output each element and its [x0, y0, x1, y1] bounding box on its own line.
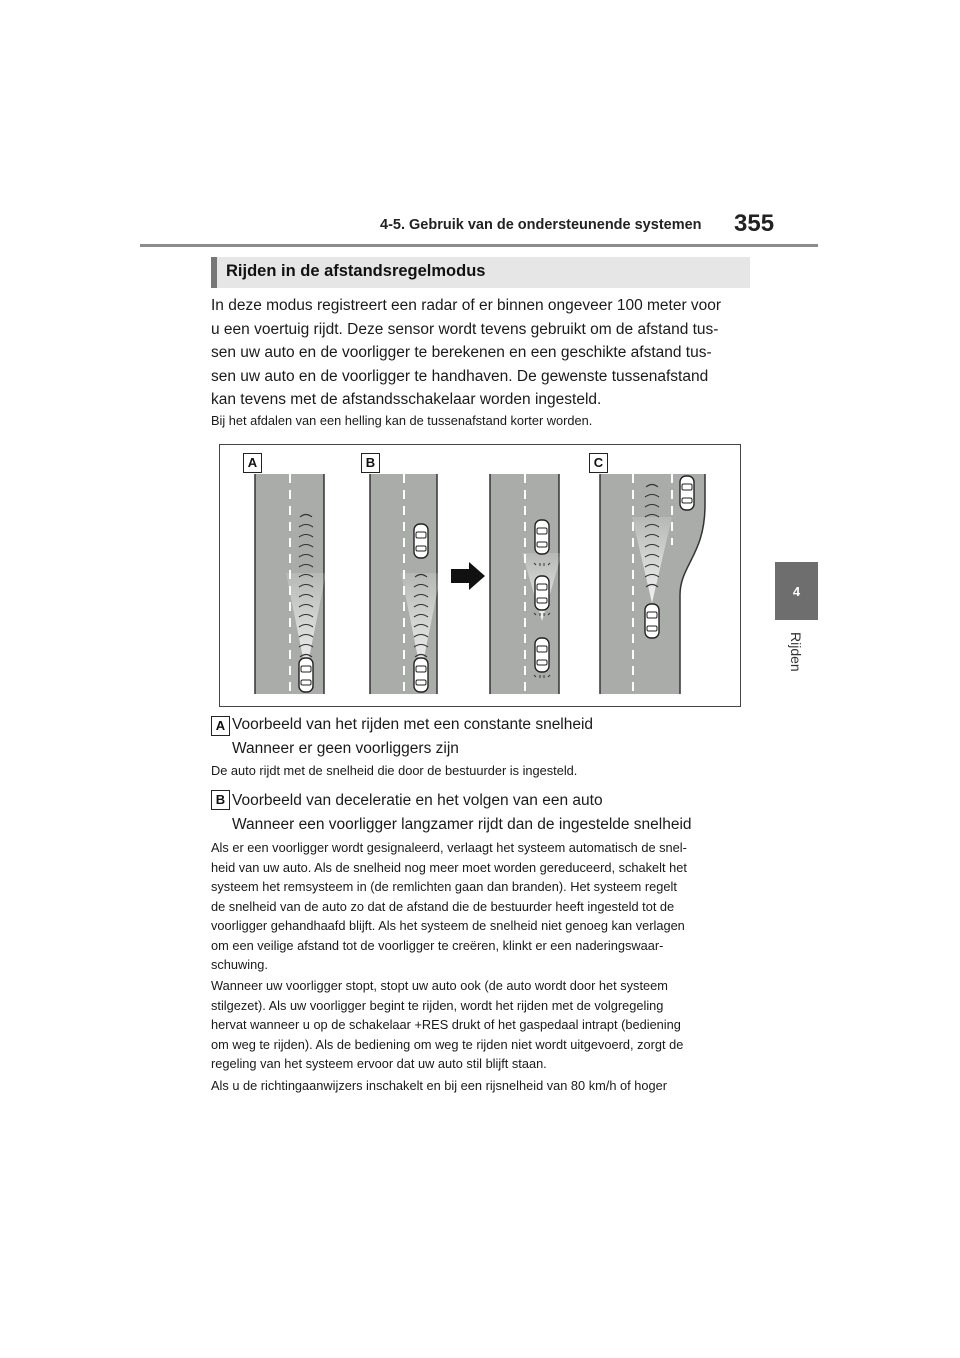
diagram-label-a: A [243, 453, 262, 473]
lead-car [414, 524, 428, 558]
distance-mode-diagram [219, 444, 741, 707]
chapter-title: 4-5. Gebruik van de ondersteunende systemen [380, 217, 702, 233]
scene-c [600, 474, 705, 694]
paragraph-line: om weg te rijden). Als de bediening om weg te rijden niet wordt uitgevoerd, zorgt de [211, 1036, 684, 1052]
paragraph-line: voorligger gehandhaafd blijft. Als het systeem de snelheid niet genoeg kan verlagen [211, 918, 685, 933]
intro-line: sen uw auto en de voorligger te berekenen en een geschikte afstand tus- [211, 344, 712, 361]
page-number: 355 [734, 210, 775, 237]
intro-line: u een voertuig rijdt. Deze sensor wordt tevens gebruikt om de afstand tus- [211, 320, 719, 338]
own-car [645, 604, 659, 638]
intro-line: sen uw auto en de voorligger te handhaven. De gewenste tussenafstand [211, 367, 709, 385]
paragraph-line: Als er een voorligger wordt gesignaleerd, verlaagt het systeem automatisch de snel- [211, 840, 687, 855]
item-b-title: Voorbeeld van deceleratie en het volgen van een auto [232, 792, 603, 809]
transition-arrow [451, 562, 485, 590]
chapter-tab-number: 4 [792, 584, 801, 599]
paragraph-line: Wanneer uw voorligger stopt, stopt uw auto ook (de auto wordt door het systeem [211, 978, 668, 993]
paragraph-line: systeem het remsysteem in (de remlichten gaan dan branden). Het systeem regelt [211, 879, 677, 894]
paragraph-line: schuwing. [211, 957, 268, 972]
item-b-paragraph-1 [211, 838, 751, 975]
intro-line: kan tevens met de afstandsschakelaar worden ingesteld. [211, 391, 602, 408]
item-a-subtitle: Wanneer er geen voorliggers zijn [232, 740, 459, 757]
car-other-lane [680, 476, 694, 510]
item-b-subtitle: Wanneer een voorligger langzamer rijdt dan de ingestelde snelheid [232, 816, 692, 833]
middle-car [535, 576, 549, 610]
paragraph-line: regeling van het systeem ervoor dat uw auto stil blijft staan. [211, 1056, 547, 1071]
paragraph-line: hervat wanneer u op de schakelaar +RES drukt of het gaspedaal intrapt (bediening [211, 1017, 681, 1032]
section-heading-accent [211, 257, 217, 288]
diagram-label-b: B [361, 453, 380, 473]
header-divider [140, 244, 818, 247]
item-a-title: Voorbeeld van het rijden met een constante snelheid [232, 716, 594, 733]
paragraph-line: stilgezet). Als uw voorligger begint te rijden, wordt het rijden met de volgregeling [211, 997, 664, 1013]
item-b-badge: B [211, 790, 230, 810]
diagram-label-c: C [589, 453, 608, 473]
item-a-badge: A [211, 716, 230, 736]
own-car [299, 658, 313, 692]
scene-a [255, 474, 326, 694]
intro-paragraph [211, 294, 756, 412]
paragraph-line: de snelheid van de auto zo dat de afstand die de bestuurder heeft ingesteld tot de [211, 898, 675, 914]
scene-b-after [490, 474, 562, 694]
item-b-paragraph-3: Als u de richtingaanwijzers inschakelt en bij een rijsnelheid van 80 km/h of hoger [211, 1078, 667, 1093]
chapter-tab-label: Rijden [788, 632, 804, 672]
lead-car [535, 520, 549, 554]
item-a-note: De auto rijdt met de snelheid die door de bestuurder is ingesteld. [211, 763, 578, 778]
intro-note: Bij het afdalen van een helling kan de tussenafstand korter worden. [211, 413, 593, 428]
intro-line: In deze modus registreert een radar of er binnen ongeveer 100 meter voor [211, 297, 722, 314]
chapter-tab-label-wrap [780, 632, 816, 692]
scene-b-before [370, 474, 441, 694]
own-car [414, 658, 428, 692]
section-title: Rijden in de afstandsregelmodus [226, 262, 486, 280]
paragraph-line: om een veilige afstand tot de voorligger te creëren, klinkt er een naderingswaar- [211, 937, 664, 953]
diagram-illustration [220, 445, 740, 706]
paragraph-line: heid van uw auto. Als de snelheid nog meer moet worden gereduceerd, schakelt het [211, 859, 687, 875]
item-b-paragraph-2 [211, 976, 751, 1074]
own-car [535, 638, 549, 672]
